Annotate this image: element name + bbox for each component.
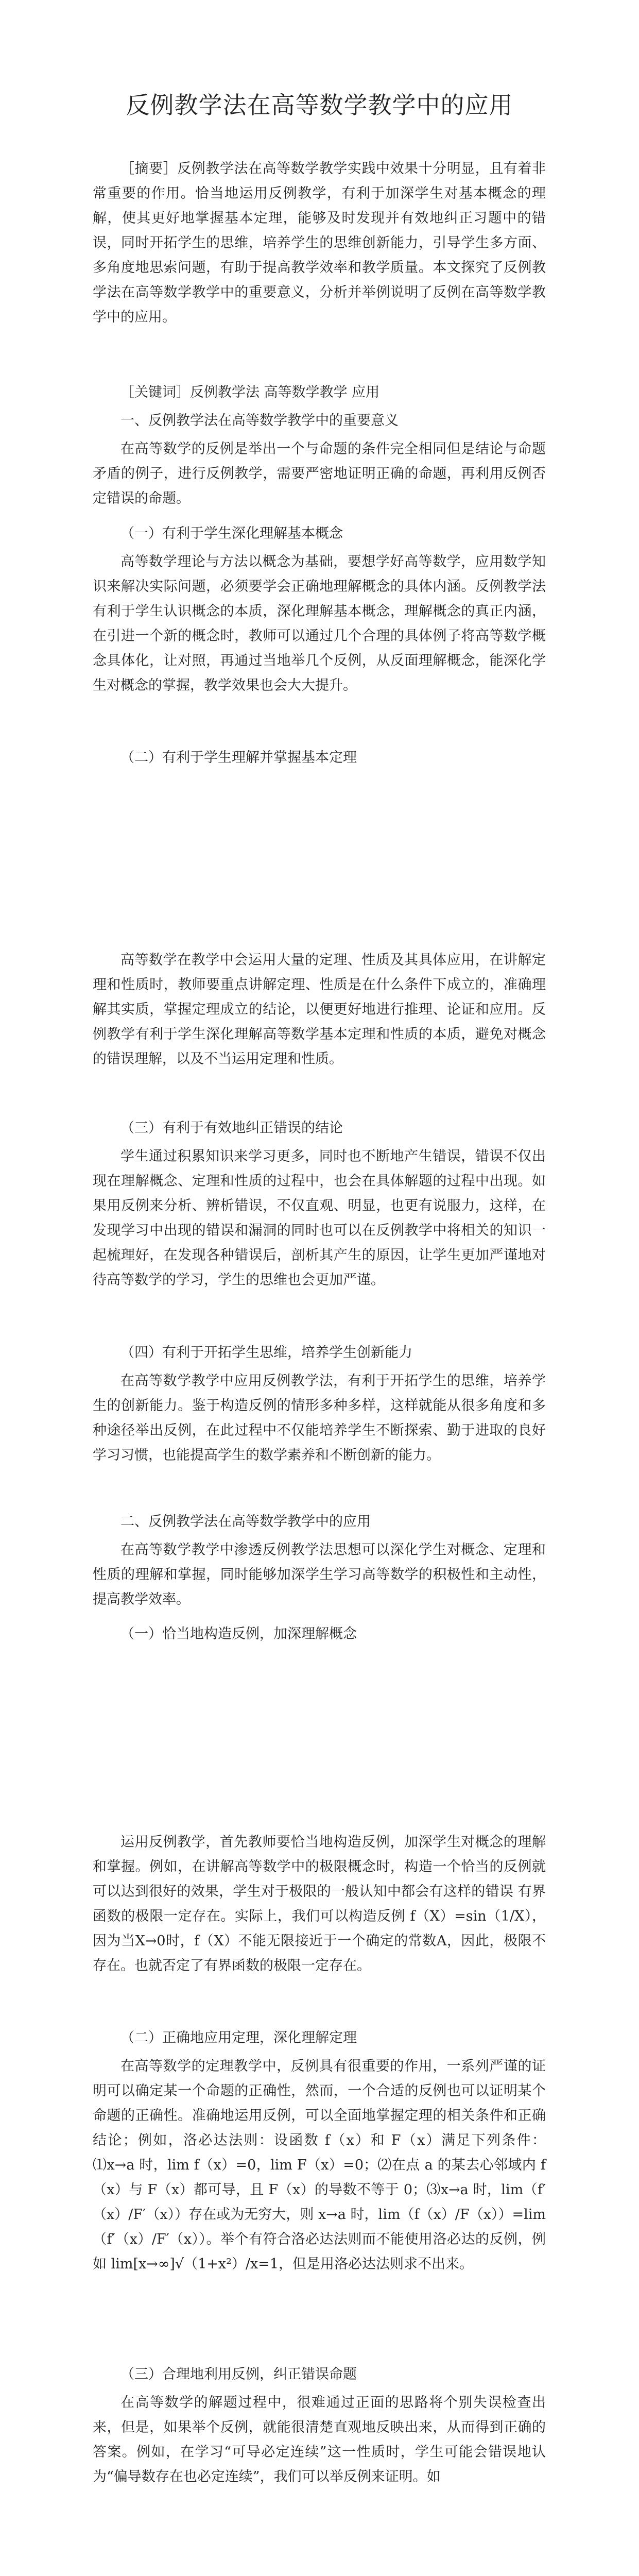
section-2-2-body: 在高等数学的定理教学中，反例具有很重要的作用，一系列严谨的证明可以确定某一个命题的正确性，然而，一个合适的反例也可以证明某个命题的正确性。准确地运用反例，可以全面地掌握定理的相关条件和正确结论；例如，洛必达法则：设函数 f（x）和 F（x）满足下列条件：⑴x→a 时，lim f（x）=0，lim F（x）=0；⑵在点 a 的某去心邻域内 f（x）与 F（x）都可导，且 F（x）的导数不等于 0；⑶x→a 时，lim（f′（x）/F′（x））存在或为无穷大，则 x→a 时，lim（f（x）/F（x））=lim（f′（x）/F′（x））。举个有符合洛必达法则而不能使用洛必达的反例，例如 lim[x→∞]√（1+x²）/x=1，但是用洛必达法则求不出来。 xyxy=(93,2058,546,2272)
section-1-2-body: 高等数学在教学中会运用大量的定理、性质及其具体应用，在讲解定理和性质时，教师要重点讲解定理、性质是在什么条件下成立的，准确理解其实质，掌握定理成立的结论，以便更好地进行推理、论证和应用。反例教学有利于学生深化理解高等数学基本定理和性质的本质，避免对概念的错误理解，以及不当运用定理和性质。 xyxy=(93,952,546,1067)
section-1-4-heading: （四）有利于开拓学生思维，培养学生创新能力 xyxy=(120,1345,412,1361)
section-1-3-heading: （三）有利于有效地纠正错误的结论 xyxy=(120,1120,343,1136)
section-2-3-heading: （三）合理地利用反例，纠正错误命题 xyxy=(120,2366,357,2382)
section-2-intro: 在高等数学教学中渗透反例教学法思想可以深化学生对概念、定理和性质的理解和掌握，同时能够加深学生学习高等数学的积极性和主动性，提高教学效率。 xyxy=(93,1542,546,1607)
section-2-1-heading: （一）恰当地构造反例，加深理解概念 xyxy=(120,1626,357,1642)
section-2-3-body: 在高等数学的解题过程中，很难通过正面的思路将个别失误检查出来，但是，如果举个反例，就能很清楚直观地反映出来，从而得到正确的答案。例如，在学习“可导必定连续”这一性质时，学生可能会错误地认为“偏导数存在也必定连续”，我们可以举反例来证明。如 xyxy=(93,2395,546,2485)
document-title: 反例教学法在高等数学教学中的应用 xyxy=(126,91,513,119)
section-1-2-heading: （二）有利于学生理解并掌握基本定理 xyxy=(120,750,357,766)
section-2-1-body: 运用反例教学，首先教师要恰当地构造反例，加深学生对概念的理解和掌握。例如，在讲解高等数学中的极限概念时，构造一个恰当的反例就可以达到很好的效果，学生对于极限的一般认知中都会有这样的错误 有界函数的极限一定存在。实际上，我们可以构造反例 f（X）=sin（1/X），因为当X→0时，f（X）不能无限接近于一个确定的常数A，因此，极限不存在。也就否定了有界函数的极限一定存在。 xyxy=(93,1834,546,1974)
section-1-1-heading: （一）有利于学生深化理解基本概念 xyxy=(120,526,343,541)
section-1-4-body: 在高等数学教学中应用反例教学法，有利于开拓学生的思维，培养学生的创新能力。鉴于构造反例的情形多种多样，这样就能从很多角度和多种途径举出反例，在此过程中不仅能培养学生不断探索、勤于进取的良好学习习惯，也能提高学生的数学素养和不断创新的能力。 xyxy=(93,1373,546,1463)
section-1-intro: 在高等数学的反例是举出一个与命题的条件完全相同但是结论与命题矛盾的例子，进行反例教学，需要严密地证明正确的命题，再利用反例否定错误的命题。 xyxy=(93,441,546,506)
section-1-1-body: 高等数学理论与方法以概念为基础，要想学好高等数学，应用数学知识来解决实际问题，必须要学会正确地理解概念的具体内涵。反例教学法有利于学生认识概念的本质，深化理解基本概念，理解概念的真正内涵，在引进一个新的概念时，教师可以通过几个合理的具体例子将高等数学概念具体化，让对照，再通过当地举几个反例，从反面理解概念，能深化学生对概念的掌握，教学效果也会大大提升。 xyxy=(93,554,546,693)
section-2-2-heading: （二）正确地应用定理，深化理解定理 xyxy=(120,2030,357,2046)
section-1-3-body: 学生通过积累知识来学习更多，同时也不断地产生错误，错误不仅出现在理解概念、定理和性质的过程中，也会在具体解题的过程中出现。如果用反例来分析、辨析错误，不仅直观、明显，也更有说服力，这样，在发现学习中出现的错误和漏洞的同时也可以在反例教学中将相关的知识一起梳理好，在发现各种错误后，剖析其产生的原因，让学生更加严谨地对待高等数学的学习，学生的思维也会更加严谨。 xyxy=(93,1148,546,1288)
keywords-line: ［关键词］反例教学法 高等数学教学 应用 xyxy=(120,384,380,400)
section-2-heading: 二、反例教学法在高等数学教学中的应用 xyxy=(120,1514,371,1530)
abstract-paragraph: ［摘要］反例教学法在高等数学教学实践中效果十分明显，且有着非常重要的作用。恰当地运用反例教学，有利于加深学生对基本概念的理解，使其更好地掌握基本定理，能够及时发现并有效地纠正习题中的错误，同时开拓学生的思维，培养学生的思维创新能力，引导学生多方面、多角度地思索问题，有助于提高教学效率和教学质量。本文探究了反例教学法在高等数学教学中的重要意义，分析并举例说明了反例在高等数学教学中的应用。 xyxy=(93,161,546,325)
section-1-heading: 一、反例教学法在高等数学教学中的重要意义 xyxy=(120,413,399,429)
